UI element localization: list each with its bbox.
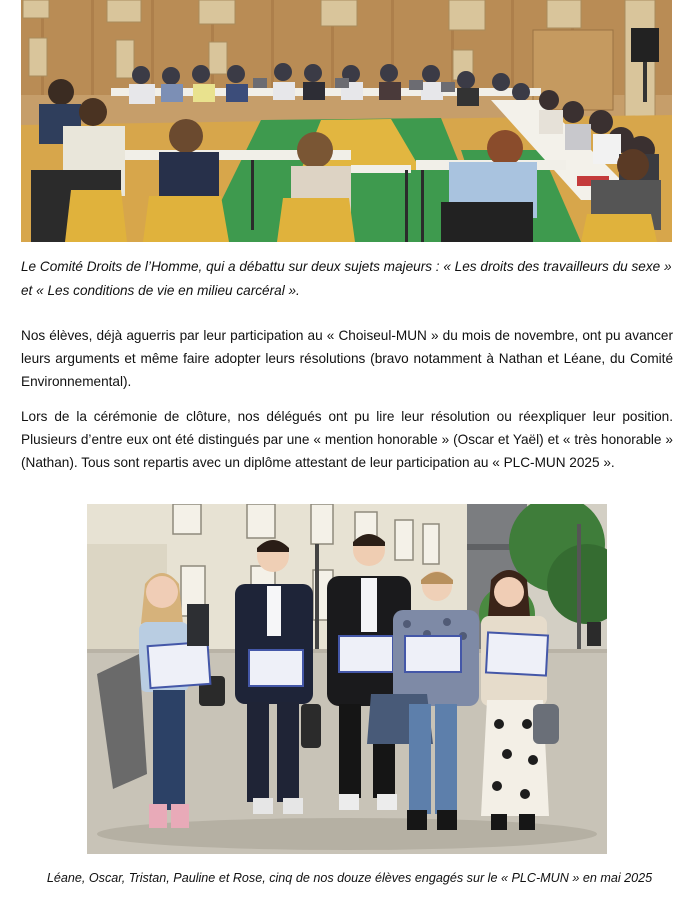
group-scene (87, 504, 607, 854)
paragraph-closing-ceremony: Lors de la cérémonie de clôture, nos délégués ont pu lire leur résolution ou réexpliquer leur position. Plusieurs d’entre eux ont été distingués par une « mention honorable » (Oscar et Yaël) et « très honorable » (Nathan). Tous sont repartis avec un diplôme attestant de leur participation au « PLC-MUN 2025 ». (21, 409, 673, 471)
classroom-scene (21, 0, 672, 242)
paragraph-choiseul-mun: Nos élèves, déjà aguerris par leur participation au « Choiseul-MUN » du mois de novembre, ont pu avancer leurs arguments et même faire adopter leurs résolutions (bravo notamment à Nathan et Léane, du Comité Environnemental). (21, 328, 673, 390)
classroom-photo-caption: Le Comité Droits de l’Homme, qui a débattu sur deux sujets majeurs : « Les droits des travailleurs du sexe » et « Les conditions de vie en milieu carcéral ». (21, 259, 672, 298)
classroom-photo (21, 0, 672, 242)
group-photo-caption: Léane, Oscar, Tristan, Pauline et Rose, cinq de nos douze élèves engagés sur le « PLC-MUN » en mai 2025 (46, 871, 653, 885)
group-photo (87, 504, 607, 854)
